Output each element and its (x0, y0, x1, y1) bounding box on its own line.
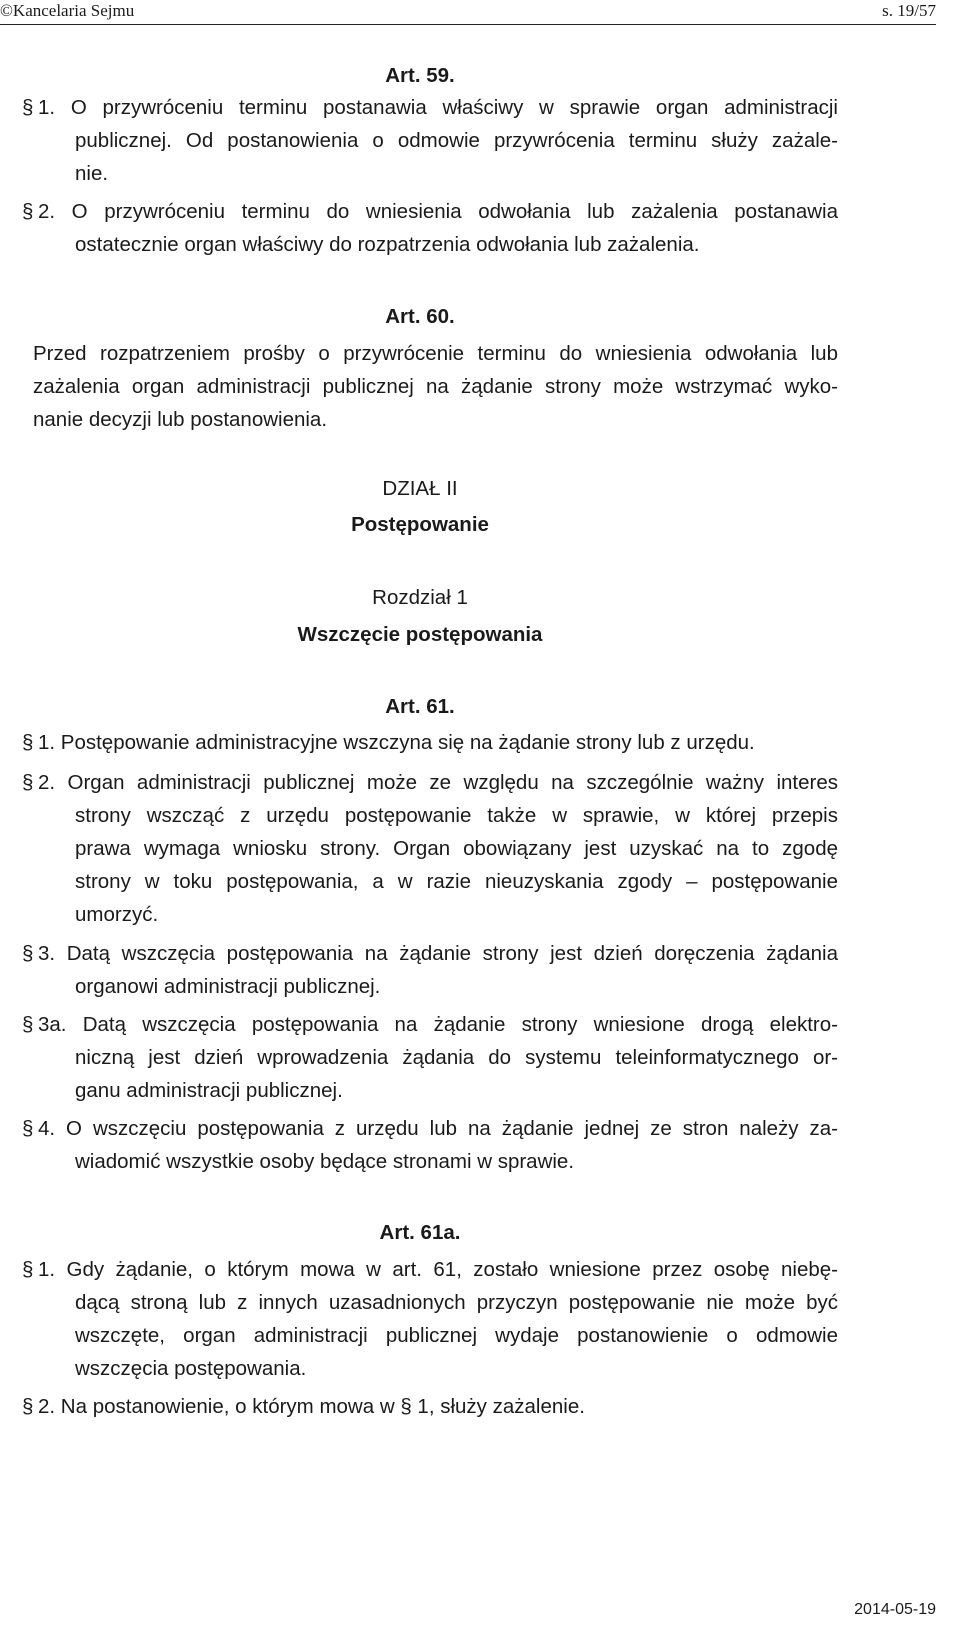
art61-p4-line2: wiadomić wszystkie osoby będące stronami w sprawie. (75, 1150, 575, 1173)
art60-line1: Przed rozpatrzeniem prośby o przywrócenie terminu do wniesienia odwołania lub (33, 342, 838, 365)
section-sign: § (22, 1013, 34, 1036)
division-label: DZIAŁ II (382, 477, 458, 500)
article-title-61a: Art. 61a. (379, 1221, 461, 1244)
art61-p3a-line2: niczną jest dzień wprowadzenia żądania do systemu teleinformatycznego or- (75, 1046, 838, 1069)
art61-p3-line2: organowi administracji publicznej. (75, 975, 381, 998)
art61-p2-line4: strony w toku postępowania, a w razie nieuzyskania zgody – postępowanie (75, 870, 838, 893)
page-number: s. 19/57 (882, 1, 936, 20)
division-title: Postępowanie (351, 513, 489, 536)
section-sign: § (22, 1395, 34, 1418)
art59-p1-line2: publicznej. Od postanowienia o odmowie przywrócenia terminu służy zażale- (75, 129, 838, 152)
art61a-p1-line2: dącą stroną lub z innych uzasadnionych przyczyn postępowanie nie może być (75, 1291, 838, 1314)
article-title-61: Art. 61. (385, 695, 455, 718)
art60-line3: nanie decyzji lub postanowienia. (33, 408, 328, 431)
article-title-60: Art. 60. (385, 305, 455, 328)
art61-p2-line3: prawa wymaga wniosku strony. Organ obowiązany jest uzyskać na to zgodę (75, 837, 838, 860)
art59-p1-line1: 1. O przywróceniu terminu postanawia właściwy w sprawie organ administracji (38, 96, 838, 119)
art61-p3-line1: 3. Datą wszczęcia postępowania na żądanie strony jest dzień doręczenia żądania (38, 942, 838, 965)
art59-p2-line1: 2. O przywróceniu terminu do wniesienia odwołania lub zażalenia postanawia (38, 200, 838, 223)
art61a-p1-line1: 1. Gdy żądanie, o którym mowa w art. 61, zostało wniesione przez osobę niebę- (38, 1258, 838, 1281)
art61-p2-line5: umorzyć. (75, 903, 159, 926)
section-sign: § (22, 942, 34, 965)
art59-p1-line3: nie. (75, 162, 109, 185)
art60-line2: zażalenia organ administracji publicznej na żądanie strony może wstrzymać wyko- (33, 375, 838, 398)
article-title-59: Art. 59. (385, 64, 455, 87)
section-sign: § (22, 1258, 34, 1281)
section-sign: § (22, 771, 34, 794)
section-sign: § (22, 200, 34, 223)
art61a-p1-line3: wszczęte, organ administracji publicznej wydaje postanowienie o odmowie (75, 1324, 838, 1347)
page-header (0, 0, 936, 25)
chapter-label: Rozdział 1 (372, 586, 468, 609)
chapter-title: Wszczęcie postępowania (297, 623, 543, 646)
art61-p2-line1: 2. Organ administracji publicznej może ze względu na szczególnie ważny interes (38, 771, 838, 794)
art61-p3a-line1: 3a. Datą wszczęcia postępowania na żądanie strony wniesione drogą elektro- (38, 1013, 838, 1036)
copyright-label: ©Kancelaria Sejmu (0, 1, 135, 20)
art61-p1: 1. Postępowanie administracyjne wszczyna się na żądanie strony lub z urzędu. (38, 731, 755, 754)
art61-p2-line2: strony wszcząć z urzędu postępowanie także w sprawie, w której przepis (75, 804, 838, 827)
art61a-p2: 2. Na postanowienie, o którym mowa w § 1, służy zażalenie. (38, 1395, 585, 1418)
art61-p3a-line3: ganu administracji publicznej. (75, 1079, 343, 1102)
art59-p2-line2: ostatecznie organ właściwy do rozpatrzenia odwołania lub zażalenia. (75, 233, 700, 256)
art61-p4-line1: 4. O wszczęciu postępowania z urzędu lub na żądanie jednej ze stron należy za- (38, 1117, 838, 1140)
section-sign: § (22, 731, 34, 754)
art61a-p1-line4: wszczęcia postępowania. (75, 1357, 307, 1380)
section-sign: § (22, 96, 34, 119)
section-sign: § (22, 1117, 34, 1140)
footer-date: 2014-05-19 (854, 1601, 936, 1618)
